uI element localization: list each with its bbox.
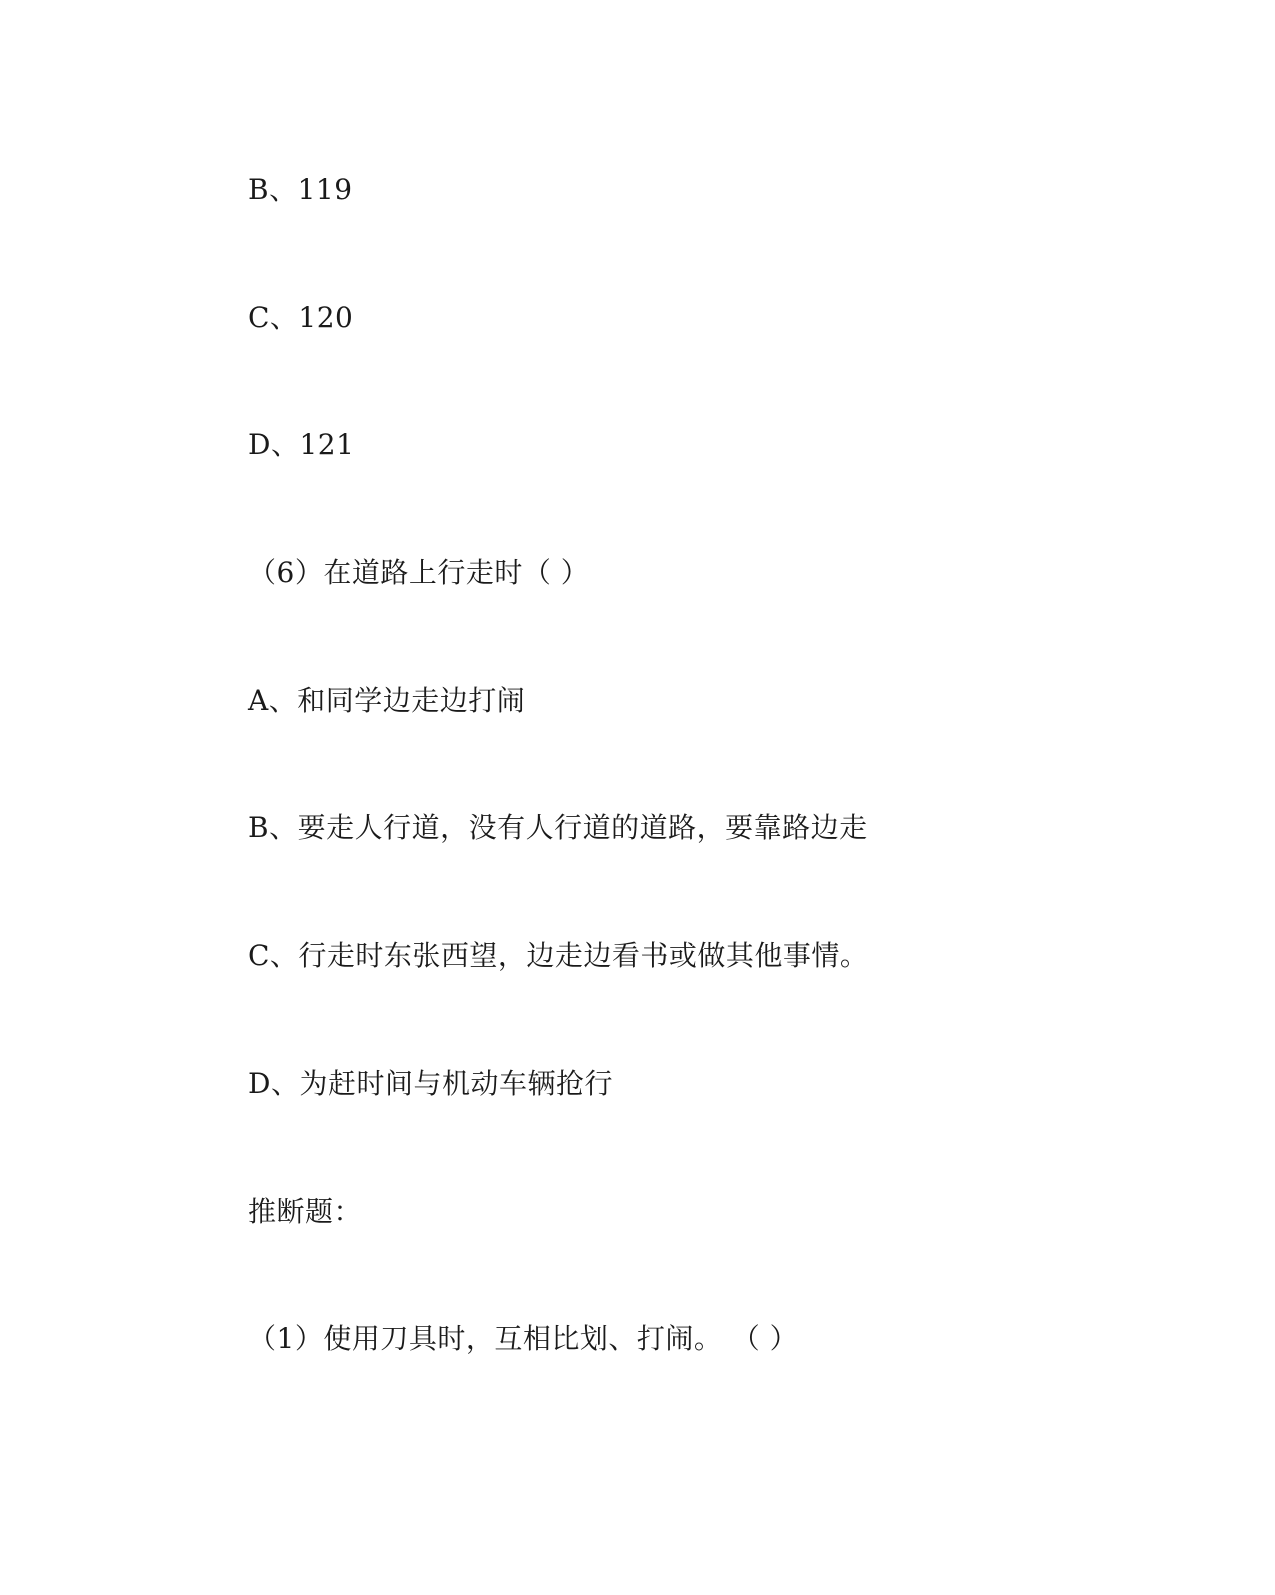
judgment-question-1: （1）使用刀具时，互相比划、打闹。 （ ）	[248, 1322, 799, 1355]
option-b-119: B、119	[248, 173, 353, 206]
section-heading-judgment: 推断题：	[248, 1195, 363, 1228]
option-d-121: D、121	[248, 428, 355, 461]
question-6-option-a: A、和同学边走边打闹	[248, 684, 526, 717]
question-6-option-d: D、为赶时间与机动车辆抢行	[248, 1067, 613, 1100]
question-6: （6）在道路上行走时（ ）	[248, 556, 590, 589]
question-6-option-b: B、要走人行道，没有人行道的道路，要靠路边走	[248, 811, 868, 844]
question-6-option-c: C、行走时东张西望，边走边看书或做其他事情。	[248, 939, 869, 972]
option-c-120: C、120	[248, 301, 354, 334]
